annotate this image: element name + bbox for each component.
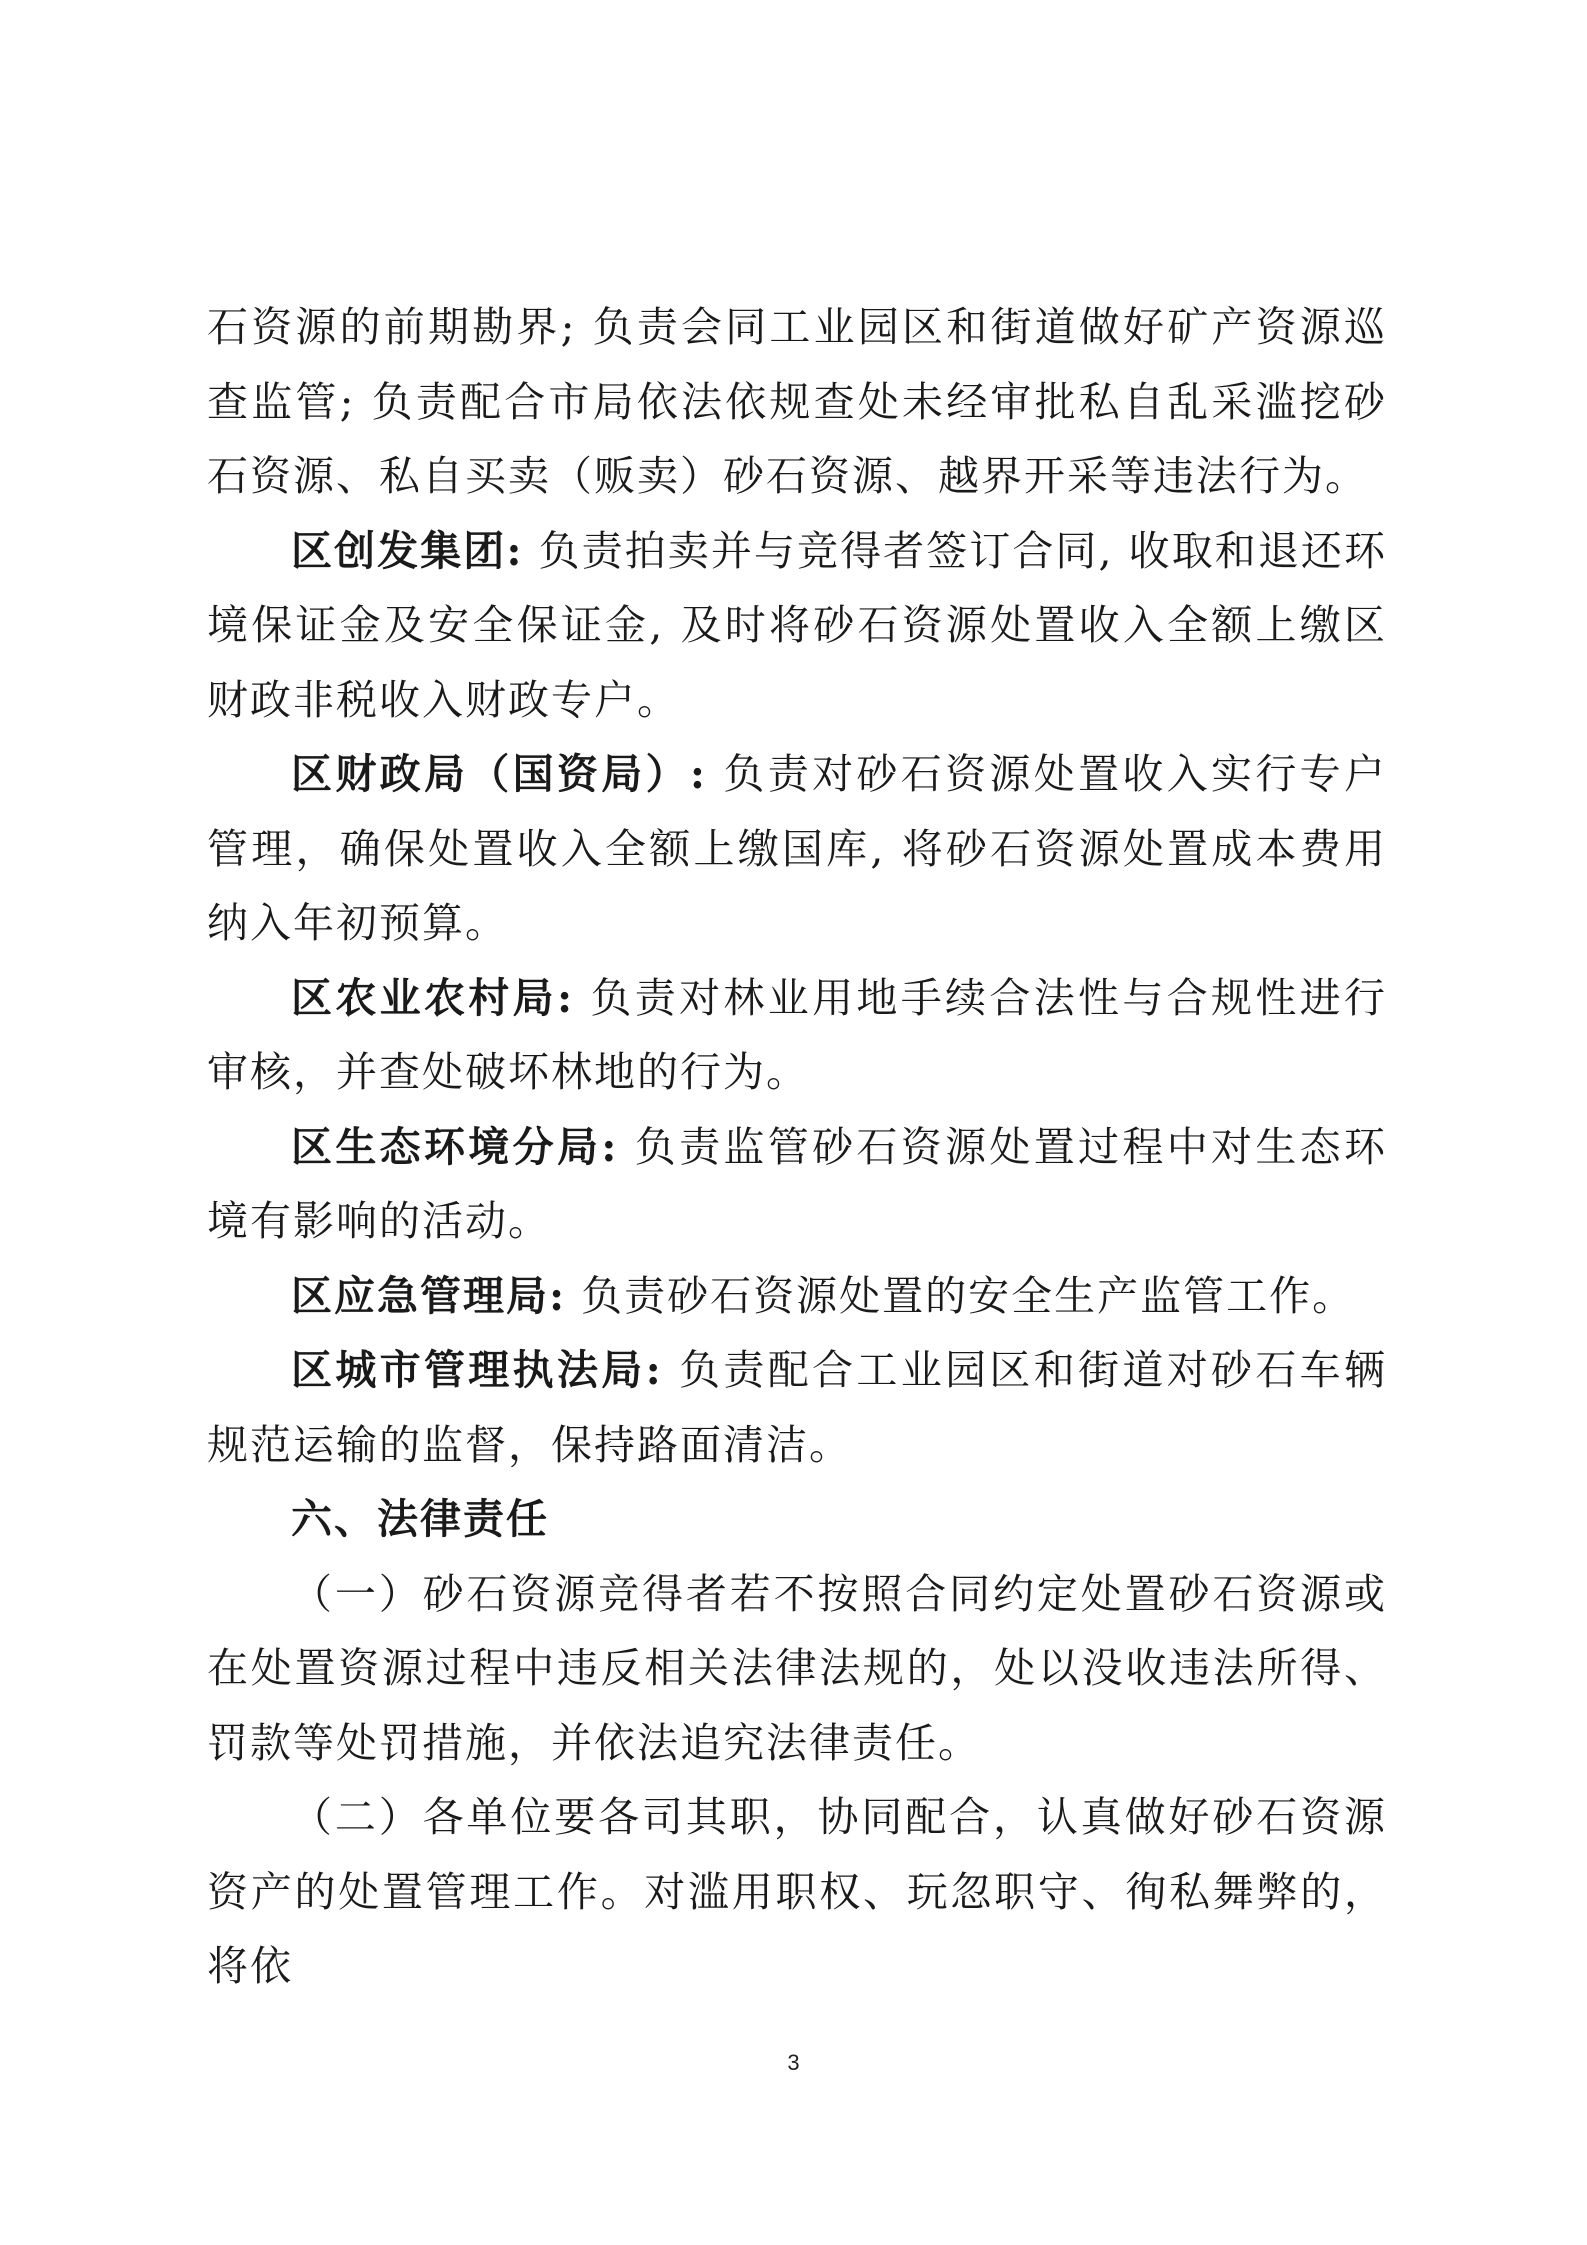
paragraph-text: 负责砂石资源处置的安全生产监管工作。 [566, 1271, 1356, 1320]
document-body [207, 290, 1387, 2004]
page-number: 3 [787, 2050, 800, 2075]
paragraph-chuangfa-group [207, 514, 1387, 738]
paragraph-label: 区生态环境分局: [291, 1122, 619, 1171]
paragraph-text: 负责配合工业园区和街道对砂石车辆规范运输的监督，保持路面清洁。 [207, 1346, 1387, 1469]
paragraph-text: 负责对林业用地手续合法性与合规性进行审核，并查处破坏林地的行为。 [207, 973, 1387, 1096]
section-heading: 六、法律责任 [291, 1495, 549, 1543]
paragraph-text: 负责监管砂石资源处置过程中对生态环境有影响的活动。 [207, 1122, 1387, 1245]
clause-text: （一）砂石资源竞得者若不按照合同约定处置砂石资源或在处置资源过程中违反相关法律法规的，处以没收违法所得、罚款等处罚措施，并依法追究法律责任。 [207, 1569, 1387, 1767]
paragraph-label: 区应急管理局: [291, 1271, 567, 1320]
paragraph-urban-management-bureau [207, 1333, 1387, 1482]
paragraph-ecology-bureau [207, 1110, 1387, 1259]
paragraph-label: 区城市管理执法局: [291, 1346, 663, 1394]
paragraph-label: 区财政局（国资局）: [291, 750, 708, 798]
paragraph-agriculture-bureau [207, 961, 1387, 1110]
paragraph-continuation [207, 290, 1387, 514]
paragraph-text: 负责拍卖并与竞得者签订合同, 收取和退还环境保证金及安全保证金, 及时将砂石资源处置收入全额上缴区财政非税收入财政专户。 [207, 526, 1387, 724]
paragraph-label: 区农业农村局: [291, 973, 575, 1022]
paragraph-text: 负责对砂石资源处置收入实行专户管理，确保处置收入全额上缴国库, 将砂石资源处置成本费用纳入年初预算。 [207, 750, 1388, 947]
paragraph-emergency-bureau [207, 1259, 1387, 1334]
paragraph-finance-bureau [207, 737, 1387, 961]
paragraph-label: 区创发集团: [291, 526, 524, 575]
clause-one [207, 1557, 1387, 1781]
clause-two [207, 1780, 1387, 2004]
paragraph-text: 石资源的前期勘界; 负责会同工业园区和街道做好矿产资源巡查监管; 负责配合市局依法依规查处未经审批私自乱采滥挖砂石资源、私自买卖（贩卖）砂石资源、越界开采等违法行为。 [207, 303, 1387, 500]
clause-text: （二）各单位要各司其职，协同配合，认真做好砂石资源资产的处置管理工作。对滥用职权、玩忽职守、徇私舞弊的，将依 [207, 1793, 1387, 1990]
